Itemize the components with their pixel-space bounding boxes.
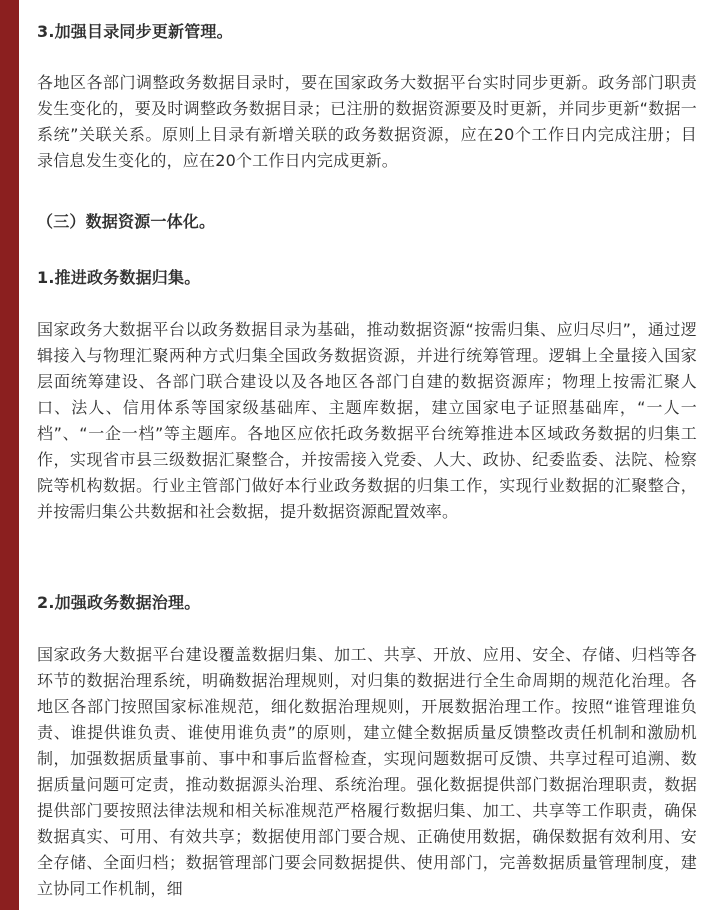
section-paragraph-data-collection: 国家政务大数据平台以政务数据目录为基础，推动数据资源“按需归集、应归尽归”，通过逻辑接入与物理汇聚两种方式归集全国政务数据资源，并进行统筹管理。逻辑上全量接入国家层面统筹建设、各部门联合建设以及各地区各部门自建的数据资源库；物理上按需汇聚人口、法人、信用体系等国家级基础库、主题库数据，建立国家电子证照基础库，“一人一档”、“一企一档”等主题库。各地区应依托政务数据平台统筹推进本区域政务数据的归集工作，实现省市县三级数据汇聚整合，并按需接入党委、人大、政协、纪委监委、法院、检察院等机构数据。行业主管部门做好本行业政务数据的归集工作，实现行业数据的汇聚整合，并按需归集公共数据和社会数据，提升数据资源配置效率。 bbox=[37, 320, 697, 521]
section-heading-data-integration: （三）数据资源一体化。 bbox=[37, 212, 216, 231]
section-heading-data-collection: 1.推进政务数据归集。 bbox=[37, 268, 201, 287]
section-paragraph-data-governance: 国家政务大数据平台建设覆盖数据归集、加工、共享、开放、应用、安全、存储、归档等各环节的数据治理系统，明确数据治理规则，对归集的数据进行全生命周期的规范化治理。各地区各部门按照国家标准规范，细化数据治理规则，开展数据治理工作。按照“谁管理谁负责、谁提供谁负责、谁使用谁负责”的原则，建立健全数据质量反馈整改责任机制和激励机制，加强数据质量事前、事中和事后监督检查，实现问题数据可反馈、共享过程可追溯、数据质量问题可定责，推动数据源头治理、系统治理。强化数据提供部门数据治理职责，数据提供部门要按照法律法规和相关标准规范严格履行数据归集、加工、共享等工作职责，确保数据真实、可用、有效共享；数据使用部门要合规、正确使用数据，确保数据有效利用、安全存储、全面归档；数据管理部门要会同数据提供、使用部门，完善数据质量管理制度，建立协同工作机制，细 bbox=[37, 645, 697, 898]
left-accent-bar bbox=[0, 0, 19, 910]
section-paragraph-catalog-sync: 各地区各部门调整政务数据目录时，要在国家政务大数据平台实时同步更新。政务部门职责发生变化的，要及时调整政务数据目录；已注册的数据资源要及时更新，并同步更新“数据一系统”关联关系。原则上目录有新增关联的政务数据资源，应在20个工作日内完成注册；目录信息发生变化的，应在20个工作日内完成更新。 bbox=[37, 73, 697, 170]
section-heading-data-governance: 2.加强政务数据治理。 bbox=[37, 593, 201, 612]
section-heading-catalog-sync: 3.加强目录同步更新管理。 bbox=[37, 22, 233, 41]
